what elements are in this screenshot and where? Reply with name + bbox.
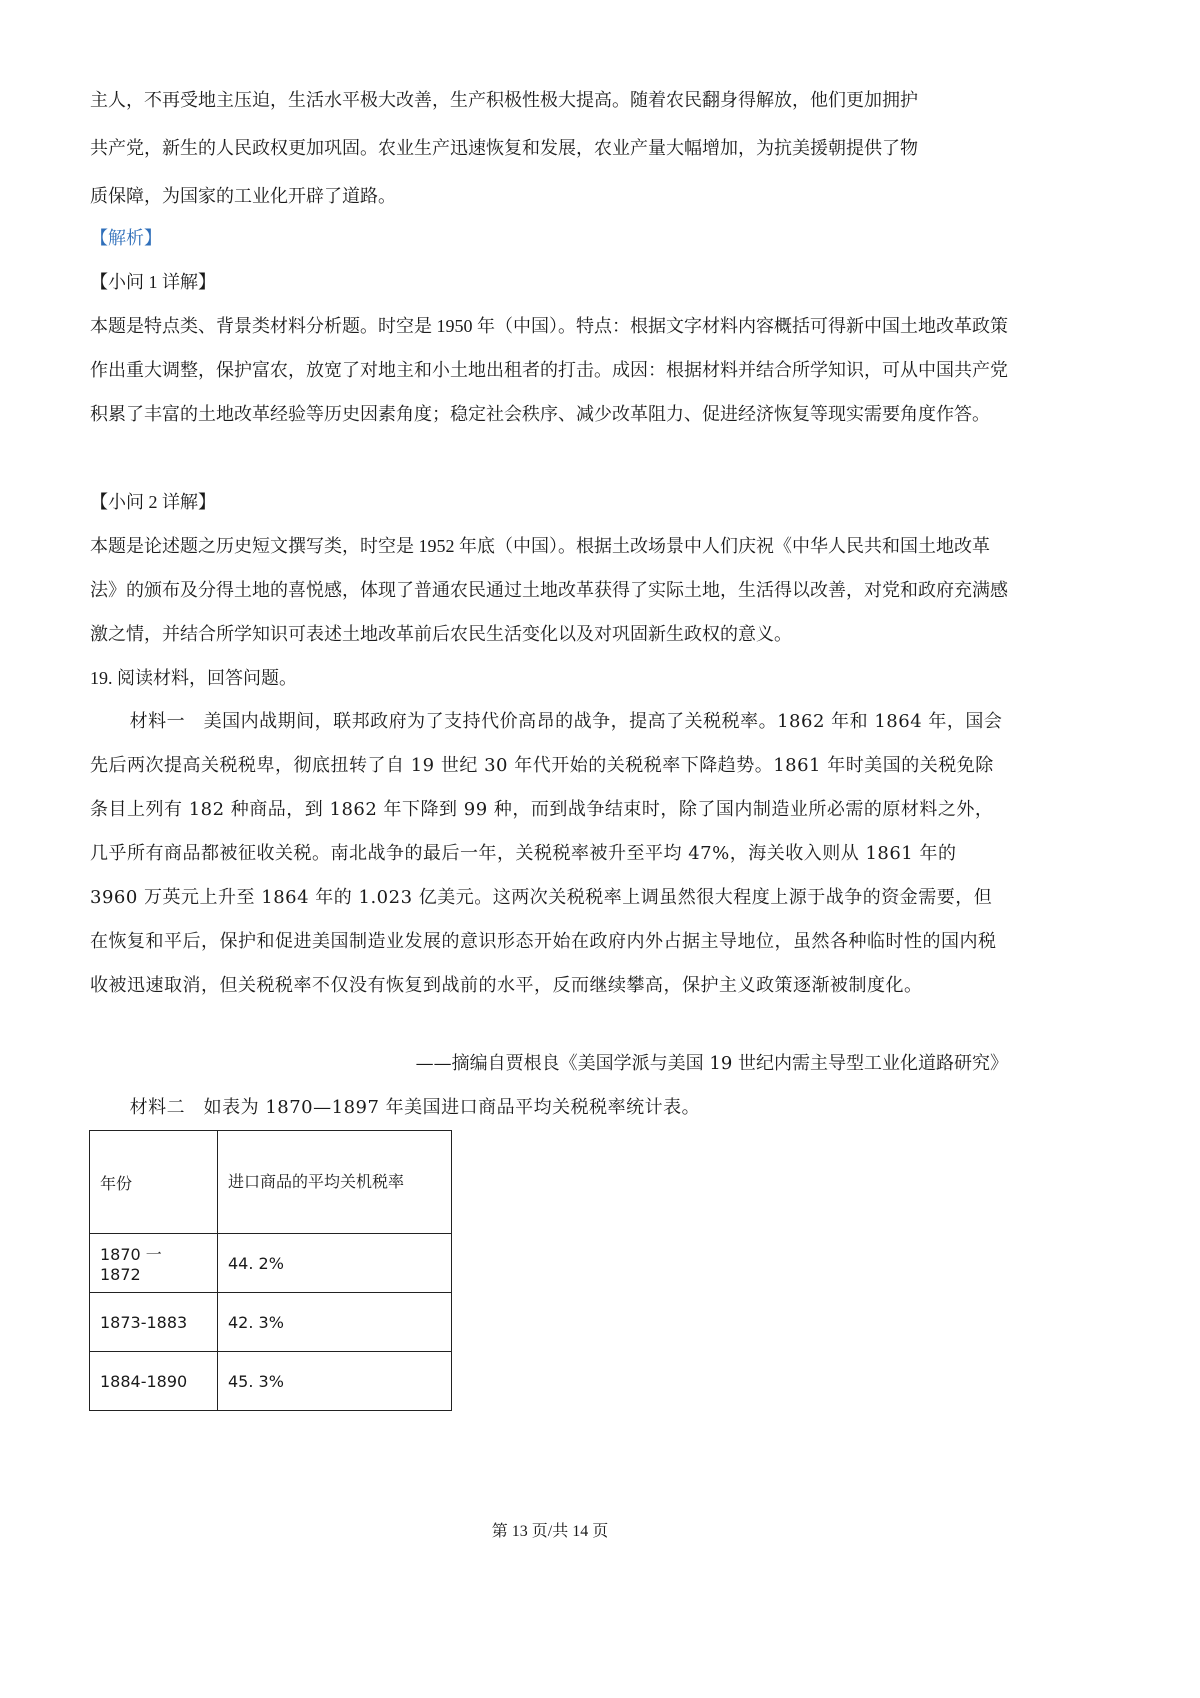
q2-body: 本题是论述题之历史短文撰写类，时空是 1952 年底（中国）。根据土改场景中人们庆祝《中华人民共和国土地改革法》的颁布及分得土地的喜悦感，体现了普通农民通过土地改革获得了实际土地，生活得以改善，对党和政府充满感激之情，并结合所学知识可表述土地改革前后农民生活变化以及对巩固新生政权的意义。: [90, 536, 1008, 644]
header-rate: 进口商品的平均关机税率: [218, 1131, 452, 1234]
cell-rate: 42. 3%: [218, 1293, 452, 1352]
table-row: [90, 1234, 452, 1293]
analysis-label: 【解析】: [90, 228, 162, 248]
cell-rate: 44. 2%: [218, 1234, 452, 1293]
q1-heading: 【小问 1 详解】: [90, 272, 216, 292]
cell-year: 1884-1890: [90, 1352, 218, 1411]
cell-year: 1873-1883: [90, 1293, 218, 1352]
intro-line-2: 共产党，新生的人民政权更加巩固。农业生产迅速恢复和发展，农业产量大幅增加，为抗美援朝提供了物: [90, 138, 918, 158]
table-row: [90, 1352, 452, 1411]
header-year: 年份: [90, 1131, 218, 1234]
cell-rate: 45. 3%: [218, 1352, 452, 1411]
table-row: [90, 1293, 452, 1352]
q1-body: 本题是特点类、背景类材料分析题。时空是 1950 年（中国）。特点：根据文字材料内容概括可得新中国土地改革政策作出重大调整，保护富农，放宽了对地主和小土地出租者的打击。成因：根据材料并结合所学知识，可从中国共产党积累了丰富的土地改革经验等历史因素角度；稳定社会秩序、减少改革阻力、促进经济恢复等现实需要角度作答。: [90, 316, 1008, 424]
page-footer: 第 13 页/共 14 页: [491, 1523, 609, 1540]
material-two-intro: 材料二 如表为 1870—1897 年美国进口商品平均关税税率统计表。: [129, 1097, 701, 1118]
material-one: 材料一 美国内战期间，联邦政府为了支持代价高昂的战争，提高了关税税率。1862 年和 1864 年，国会先后两次提高关税税卑，彻底扭转了自 19 世纪 30 年代开始的关税税率下降趋势。1861 年时美国的关税免除条目上列有 182 种商品，到 1862 年下降到 99 种，而到战争结束时，除了国内制造业所必需的原材料之外，几乎所有商品都被征收关税。南北战争的最后一年，关税税率被升至平均 47%，海关收入则从 1861 年的 3960 万英元上升至 1864 年的 1.023 亿美元。这两次关税税率上调虽然很大程度上源于战争的资金需要，但在恢复和平后，保护和促进美国制造业发展的意识形态开始在政府内外占据主导地位，虽然各种临时性的国内税收被迅速取消，但关税税率不仅没有恢复到战前的水平，反而继续攀高，保护主义政策逐渐被制度化。: [90, 711, 1003, 996]
material-one-source: ——摘编自贾根良《美国学派与美国 19 世纪内需主导型工业化道路研究》: [415, 1053, 1008, 1074]
intro-line-3: 质保障，为国家的工业化开辟了道路。: [90, 186, 396, 206]
cell-year: 1870 一 1872: [90, 1234, 218, 1293]
q2-heading: 【小问 2 详解】: [90, 492, 216, 512]
q19-title: 19. 阅读材料，回答问题。: [90, 668, 297, 688]
tariff-table: [89, 1130, 452, 1411]
intro-line-1: 主人，不再受地主压迫，生活水平极大改善，生产积极性极大提高。随着农民翻身得解放，他们更加拥护: [90, 90, 918, 110]
table-header-row: [90, 1131, 452, 1234]
